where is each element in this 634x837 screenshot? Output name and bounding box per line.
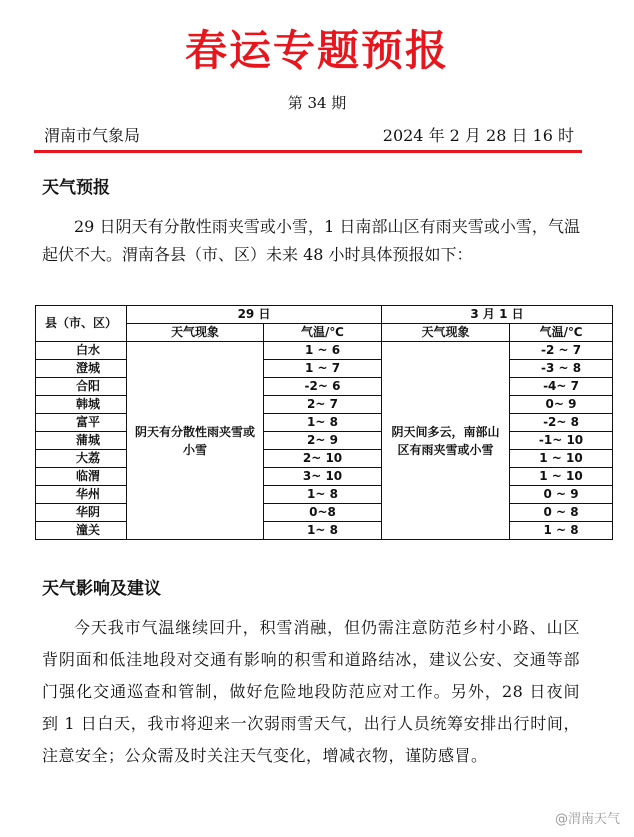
day2-temp-cell: -4~ 7 bbox=[510, 378, 613, 396]
day1-header: 29 日 bbox=[127, 306, 382, 324]
red-divider bbox=[34, 150, 582, 153]
day1-temp-cell: 1~ 8 bbox=[264, 486, 382, 504]
county-cell: 澄城 bbox=[36, 360, 127, 378]
day2-weather-header: 天气现象 bbox=[382, 324, 510, 342]
county-cell: 白水 bbox=[36, 342, 127, 360]
day2-temp-header: 气温/℃ bbox=[510, 324, 613, 342]
county-cell: 临渭 bbox=[36, 468, 127, 486]
table-row bbox=[36, 468, 613, 486]
meta-line bbox=[44, 123, 574, 146]
day1-temp-header: 气温/℃ bbox=[264, 324, 382, 342]
day1-temp-cell: 1~ 8 bbox=[264, 522, 382, 540]
document-title: 春运专题预报 bbox=[184, 26, 449, 75]
table-row bbox=[36, 378, 613, 396]
day2-temp-cell: -1~ 10 bbox=[510, 432, 613, 450]
table-row bbox=[36, 486, 613, 504]
county-cell: 大荔 bbox=[36, 450, 127, 468]
day1-weather-cell: 阴天有分散性雨夹雪或小雪 bbox=[127, 342, 264, 540]
day2-header: 3 月 1 日 bbox=[382, 306, 613, 324]
table-row bbox=[36, 432, 613, 450]
table-row bbox=[36, 342, 613, 360]
advice-paragraph: 今天我市气温继续回升，积雪消融，但仍需注意防范乡村小路、山区背阴面和低洼地段对交通有影响的积雪和道路结冰，建议公安、交通等部门强化交通巡查和管制，做好危险地段防范应对工作。另外，28 日夜间到 1 日白天，我市将迎来一次弱雨雪天气，出行人员统筹安排出行时间，注意安全；公众需及时关注天气变化，增减衣物，谨防感冒。 bbox=[42, 618, 580, 765]
county-cell: 蒲城 bbox=[36, 432, 127, 450]
day2-temp-cell: 1 ~ 10 bbox=[510, 468, 613, 486]
day2-temp-cell: 1 ~ 10 bbox=[510, 450, 613, 468]
county-cell: 华州 bbox=[36, 486, 127, 504]
day1-temp-cell: 1 ~ 7 bbox=[264, 360, 382, 378]
county-cell: 华阴 bbox=[36, 504, 127, 522]
day2-temp-cell: 0~ 9 bbox=[510, 396, 613, 414]
day1-temp-cell: 2~ 10 bbox=[264, 450, 382, 468]
day1-temp-cell: 1 ~ 6 bbox=[264, 342, 382, 360]
table-row bbox=[36, 414, 613, 432]
table-row bbox=[36, 450, 613, 468]
day2-temp-cell: -2 ~ 7 bbox=[510, 342, 613, 360]
forecast-paragraph: 29 日阴天有分散性雨夹雪或小雪，1 日南部山区有雨夹雪或小雪，气温起伏不大。渭南各县（市、区）未来 48 小时具体预报如下： bbox=[42, 217, 580, 264]
county-cell: 潼关 bbox=[36, 522, 127, 540]
issue-number: 第 34 期 bbox=[287, 94, 347, 112]
table-row bbox=[36, 504, 613, 522]
day2-temp-cell: 0 ~ 9 bbox=[510, 486, 613, 504]
day2-temp-cell: 1 ~ 8 bbox=[510, 522, 613, 540]
county-cell: 富平 bbox=[36, 414, 127, 432]
section-heading-advice: 天气影响及建议 bbox=[42, 579, 161, 599]
day2-weather-cell: 阴天间多云，南部山区有雨夹雪或小雪 bbox=[382, 342, 510, 540]
county-header: 县（市、区） bbox=[36, 306, 127, 342]
issue-datetime: 2024 年 2 月 28 日 16 时 bbox=[382, 126, 574, 145]
day2-temp-cell: 0 ~ 8 bbox=[510, 504, 613, 522]
day2-temp-cell: -2~ 8 bbox=[510, 414, 613, 432]
weibo-watermark: @渭南天气 bbox=[554, 812, 620, 827]
day2-temp-cell: -3 ~ 8 bbox=[510, 360, 613, 378]
bureau-name: 渭南市气象局 bbox=[44, 126, 141, 145]
table-row bbox=[36, 396, 613, 414]
table-row bbox=[36, 522, 613, 540]
section-heading-forecast: 天气预报 bbox=[42, 178, 110, 198]
county-cell: 合阳 bbox=[36, 378, 127, 396]
day1-temp-cell: 0~8 bbox=[264, 504, 382, 522]
forecast-table bbox=[35, 305, 613, 540]
day1-weather-header: 天气现象 bbox=[127, 324, 264, 342]
table-row bbox=[36, 360, 613, 378]
county-cell: 韩城 bbox=[36, 396, 127, 414]
day1-temp-cell: 1~ 8 bbox=[264, 414, 382, 432]
day1-temp-cell: 2~ 9 bbox=[264, 432, 382, 450]
day1-temp-cell: 2~ 7 bbox=[264, 396, 382, 414]
day1-temp-cell: -2~ 6 bbox=[264, 378, 382, 396]
day1-temp-cell: 3~ 10 bbox=[264, 468, 382, 486]
